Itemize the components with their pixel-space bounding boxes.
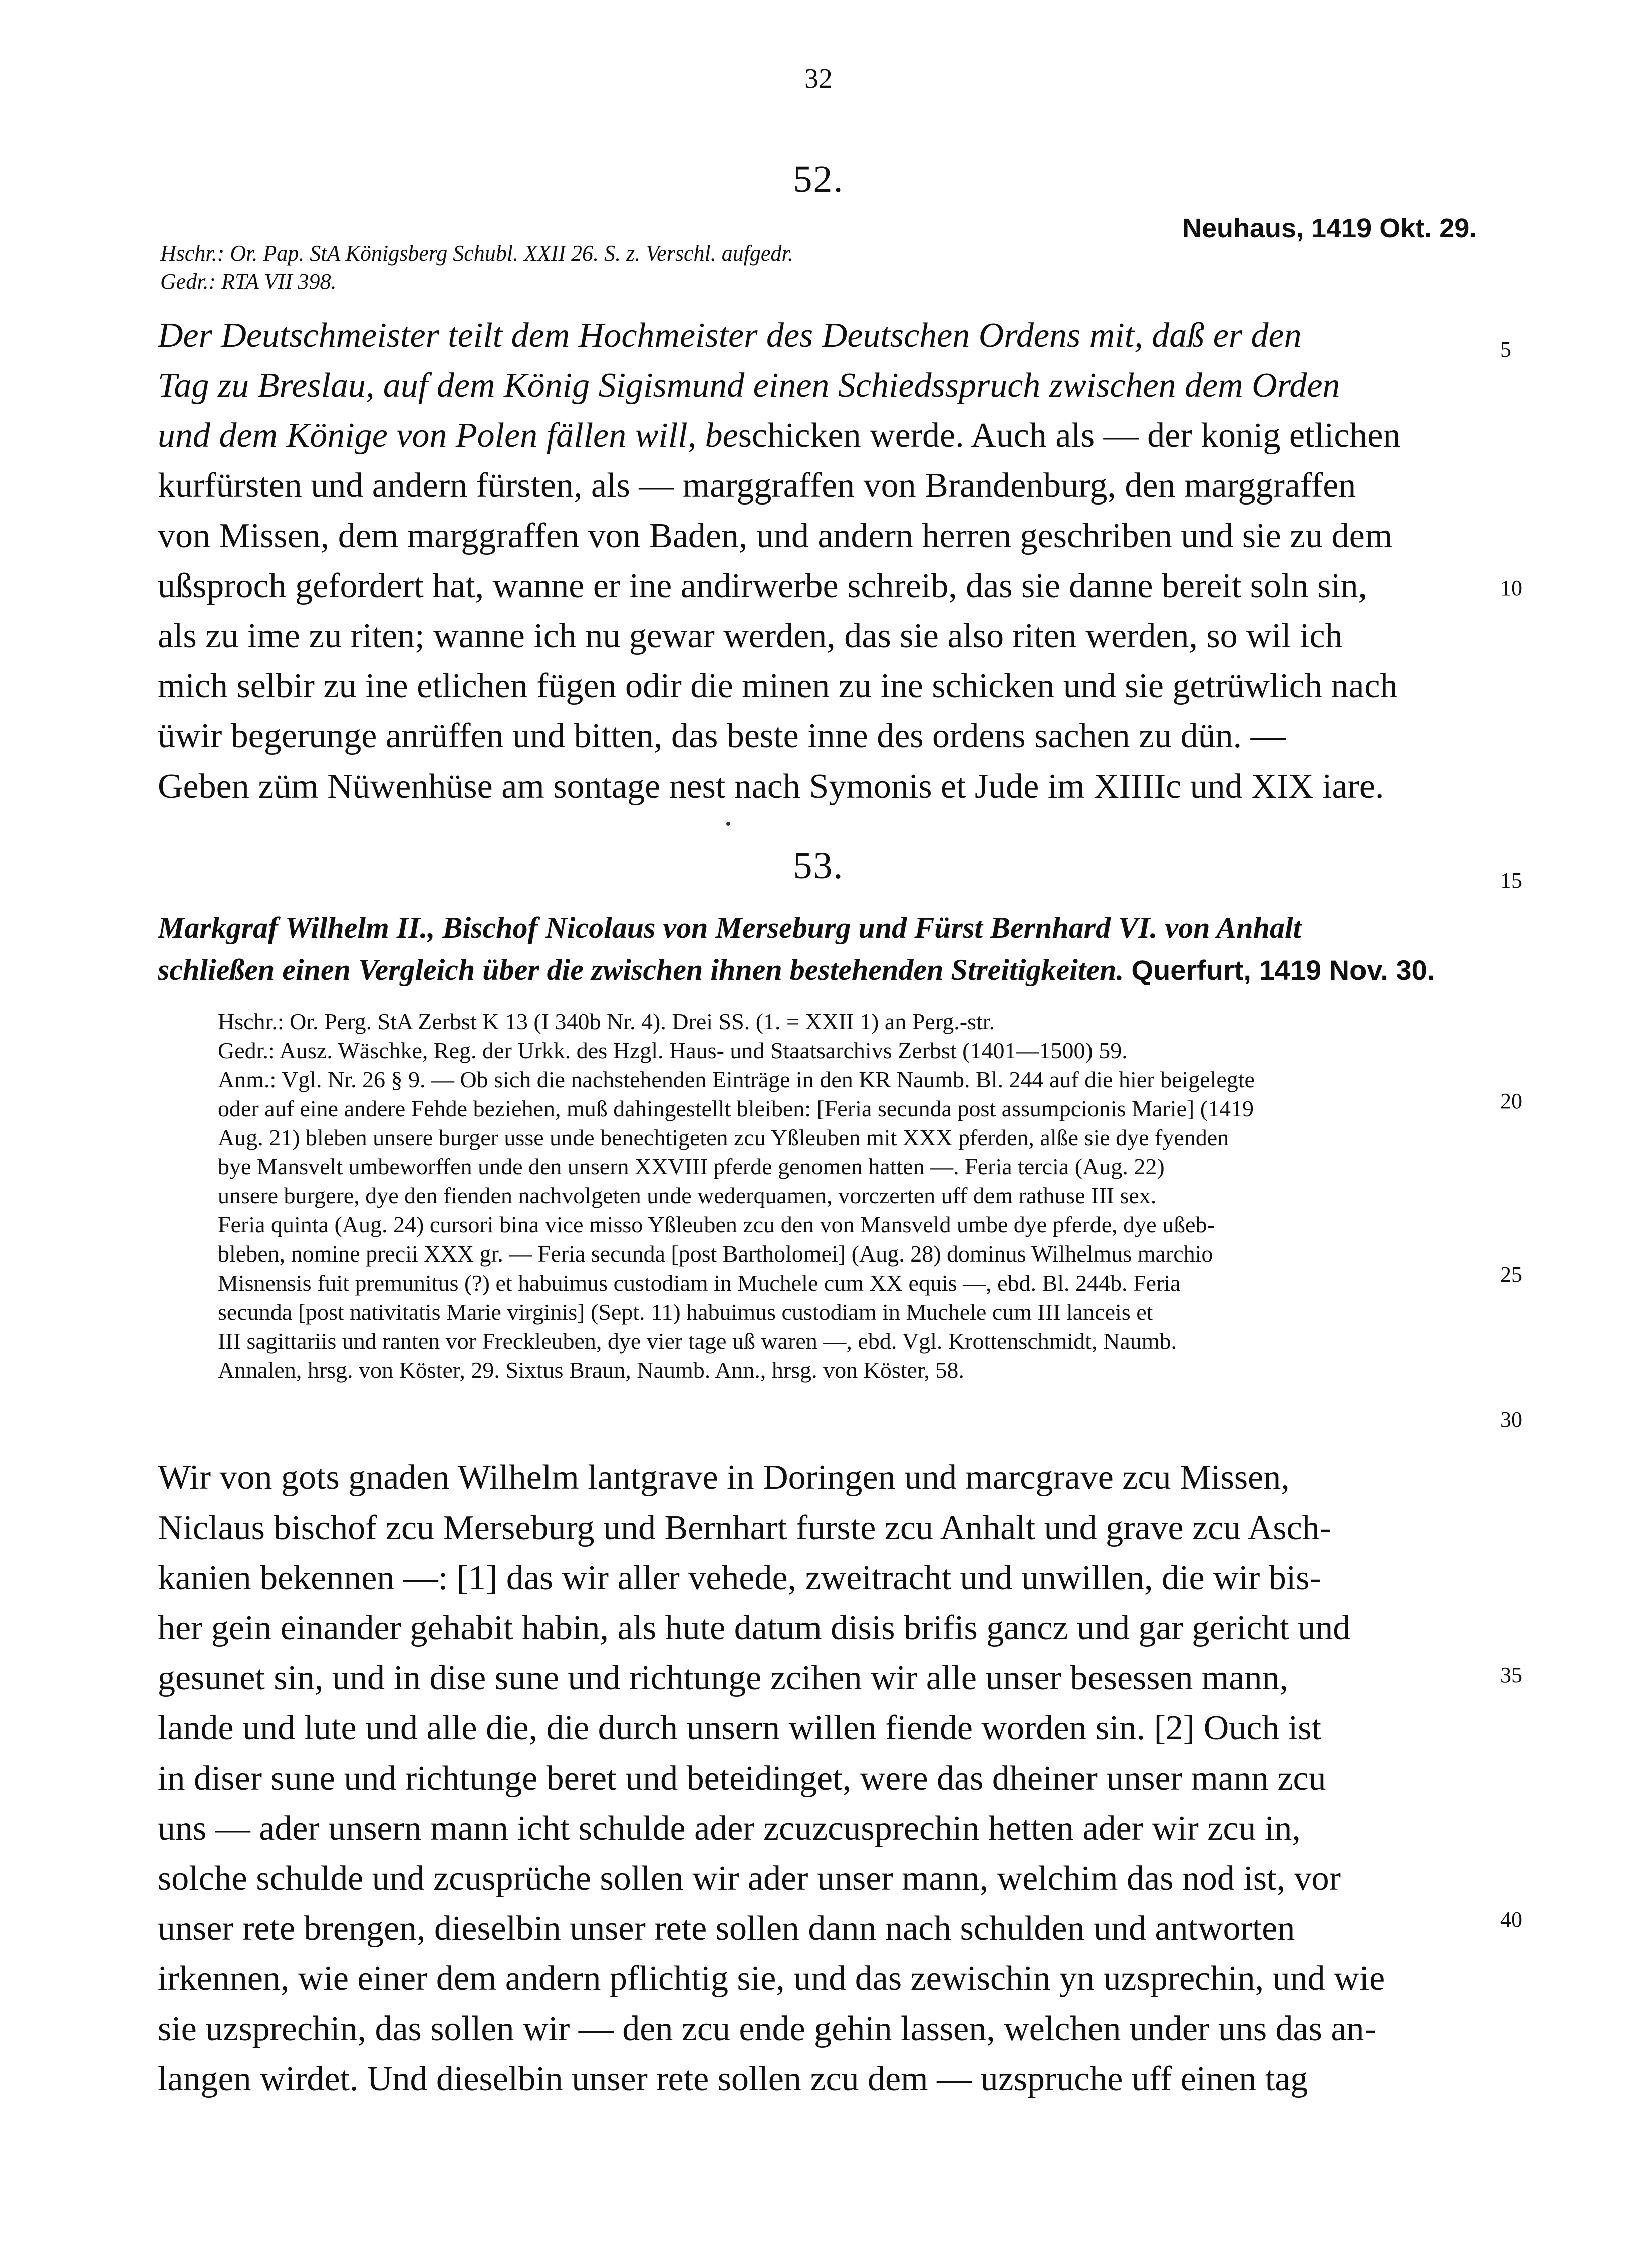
doc-53-text-line-5: gesunet sin, und in dise sune und richtunge zcihen wir alle unser besessen mann,	[158, 1659, 1288, 1697]
doc-52-text-line-2: Tag zu Breslau, auf dem König Sigismund einen Schiedsspruch zwischen dem Orden	[158, 366, 1340, 405]
doc-52-text-line-6: ußsproch gefordert hat, wanne er ine andirwerbe schreib, das sie danne bereit soln sin,	[158, 567, 1368, 605]
doc-53-text	[158, 1453, 1490, 2104]
separator-dot	[726, 822, 730, 826]
line-number-10: 10	[1500, 576, 1522, 600]
doc-53-notes	[218, 1007, 1490, 1385]
doc-53-note-line-4: oder auf eine andere Fehde beziehen, muß dahingestellt bleiben: [Feria secunda post assumpcionis Marie] (1419	[218, 1096, 1254, 1121]
doc-53-text-line-1: Wir von gots gnaden Wilhelm lantgrave in Doringen und marcgrave zcu Missen,	[158, 1458, 1290, 1497]
doc-52-text-line-5: von Missen, dem marggraffen von Baden, und andern herren geschriben und sie zu dem	[158, 517, 1393, 555]
doc-52-text	[158, 311, 1490, 812]
doc-53-text-line-13: langen wirdet. Und dieselbin unser rete sollen zcu dem — uzspruche uff einen tag	[158, 2060, 1308, 2098]
doc-53-note-line-5: Aug. 21) bleben unsere burger usse unde benechtigeten zcu Yßleuben mit XXX pferden, alße sie dye fyenden	[218, 1125, 1229, 1150]
doc-53-text-line-7: in diser sune und richtunge beret und beteidinget, were das dheiner unser mann zcu	[158, 1759, 1326, 1798]
doc-53-note-line-13: Annalen, hrsg. von Köster, 29. Sixtus Braun, Naumb. Ann., hrsg. von Köster, 58.	[218, 1357, 964, 1383]
doc-53-heading-line-2: schließen einen Vergleich über die zwischen ihnen bestehenden Streitigkeiten. Querfurt, 1419 Nov. 30.	[158, 953, 1435, 986]
doc-53-note-line-1: Hschr.: Or. Perg. StA Zerbst K 13 (I 340b Nr. 4). Drei SS. (1. = XXII 1) an Perg.-str.	[218, 1009, 995, 1034]
doc-53-note-line-6: bye Mansvelt umbeworffen unde den unsern XXVIII pferde genomen hatten —. Feria tercia (Aug. 22)	[218, 1154, 1165, 1179]
doc-53-number: 53.	[793, 845, 844, 887]
doc-52-text-line-3: und dem Könige von Polen fällen will, beschicken werde. Auch als — der konig etlichen	[158, 416, 1401, 455]
doc-53-note-line-11: secunda [post nativitatis Marie virginis] (Sept. 11) habuimus custodiam in Muchele cum III lanceis et	[218, 1299, 1153, 1325]
doc-53-text-line-6: lande und lute und alle die, die durch unsern willen fiende worden sin. [2] Ouch ist	[158, 1709, 1321, 1747]
line-number-5: 5	[1500, 337, 1511, 362]
doc-52-place-date: Neuhaus, 1419 Okt. 29.	[1182, 213, 1477, 243]
doc-52-number: 52.	[793, 158, 844, 200]
doc-52-source-line-2: Gedr.: RTA VII 398.	[160, 269, 337, 294]
line-number-15: 15	[1500, 868, 1522, 893]
doc-53-heading-line-1: Markgraf Wilhelm II., Bischof Nicolaus von Merseburg und Fürst Bernhard VI. von Anhalt	[158, 911, 1302, 944]
doc-53-note-line-8: Feria quinta (Aug. 24) cursori bina vice misso Yßleuben zcu den von Mansveld umbe dye pferde, dye ußeb-	[218, 1212, 1215, 1237]
page-number: 32	[804, 63, 833, 94]
doc-52-text-line-4: kurfürsten und andern fürsten, als — marggraffen von Brandenburg, den marggraffen	[158, 466, 1356, 505]
doc-52-text-line-1: Der Deutschmeister teilt dem Hochmeister des Deutschen Ordens mit, daß er den	[158, 316, 1302, 355]
doc-53-text-line-10: unser rete brengen, dieselbin unser rete sollen dann nach schulden und antworten	[158, 1909, 1295, 1948]
doc-53-heading	[158, 907, 1490, 991]
doc-52-text-line-10: Geben züm Nüwenhüse am sontage nest nach Symonis et Jude im XIIIIc und XIX iare.	[158, 767, 1384, 806]
line-number-20: 20	[1500, 1089, 1522, 1113]
doc-53-text-line-8: uns — ader unsern mann icht schulde ader zcuzcusprechin hetten ader wir zcu in,	[158, 1809, 1301, 1848]
doc-52-source-line-1: Hschr.: Or. Pap. StA Königsberg Schubl. XXII 26. S. z. Verschl. aufgedr.	[160, 241, 793, 266]
line-number-30: 30	[1500, 1407, 1522, 1432]
doc-53-text-line-3: kanien bekennen —: [1] das wir aller vehede, zweitracht und unwillen, die wir bis-	[158, 1559, 1321, 1597]
doc-53-note-line-2: Gedr.: Ausz. Wäschke, Reg. der Urkk. des Hzgl. Haus- und Staatsarchivs Zerbst (1401—1500) 59.	[218, 1038, 1128, 1063]
line-number-40: 40	[1500, 1907, 1522, 1932]
doc-53-place-date: Querfurt, 1419 Nov. 30.	[1131, 954, 1435, 986]
doc-53-text-line-9: solche schulde und zcusprüche sollen wir ader unser mann, welchim das nod ist, vor	[158, 1859, 1341, 1898]
doc-53-text-line-4: her gein einander gehabit habin, als hute datum disis brifis gancz und gar gericht und	[158, 1609, 1351, 1647]
line-number-35: 35	[1500, 1663, 1522, 1687]
doc-52-text-line-7: als zu ime zu riten; wanne ich nu gewar werden, das sie also riten werden, so wil ich	[158, 617, 1343, 655]
doc-53-note-line-3: Anm.: Vgl. Nr. 26 § 9. — Ob sich die nachstehenden Einträge in den KR Naumb. Bl. 244 auf die hier beigelegte	[218, 1067, 1255, 1092]
doc-53-note-line-7: unsere burgere, dye den fienden nachvolgeten unde wederquamen, vorczerten uff dem rathuse III sex.	[218, 1183, 1157, 1208]
doc-53-note-line-10: Misnensis fuit premunitus (?) et habuimus custodiam in Muchele cum XX equis —, ebd. Bl. 244b. Feria	[218, 1270, 1181, 1296]
doc-52-text-line-9: üwir begerunge anrüffen und bitten, das beste inne des ordens sachen zu dün. —	[158, 717, 1286, 755]
line-number-25: 25	[1500, 1262, 1522, 1287]
doc-53-text-line-12: sie uzsprechin, das sollen wir — den zcu ende gehin lassen, welchen under uns das an-	[158, 2009, 1376, 2048]
doc-53-note-line-12: III sagittariis und ranten vor Freckleuben, dye vier tage uß waren —, ebd. Vgl. Krottenschmidt, Naumb.	[218, 1328, 1177, 1354]
doc-53-text-line-11: irkennen, wie einer dem andern pflichtig sie, und das zewischin yn uzsprechin, und wie	[158, 1959, 1385, 1998]
doc-52-text-line-8: mich selbir zu ine etlichen fügen odir die minen zu ine schicken und sie getrüwlich nach	[158, 667, 1398, 705]
doc-53-note-line-9: bleben, nomine precii XXX gr. — Feria secunda [post Bartholomei] (Aug. 28) dominus Wilhelmus marchio	[218, 1241, 1213, 1267]
doc-53-text-line-2: Niclaus bischof zcu Merseburg und Bernhart furste zcu Anhalt und grave zcu Asch-	[158, 1508, 1331, 1547]
